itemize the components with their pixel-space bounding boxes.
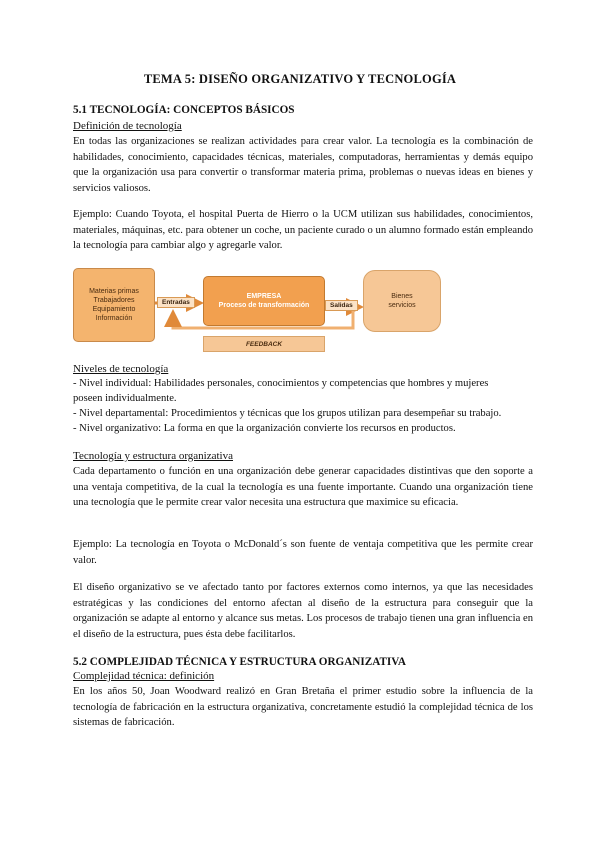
paragraph-estructura: Cada departamento o función en una organización debe generar capacidades distintivas que den soporte a una ventaja competitiva, de la cual la tecnología es una fuente importante. Cuando una organización tiene una tecnología que le permite crear valor necesita una estructura que maximice su eficacia. [73,466,533,509]
subheading-tecnologia-estructura: Tecnología y estructura organizativa [73,450,233,462]
outputs-box [363,270,441,332]
paragraph-woodward: En los años 50, Joan Woodward realizó en Gran Bretaña el primer estudio sobre la influencia de la tecnología de fabricación en la estructura organizativa, concretamente estudió la complejidad técnica de los sistemas de fabricación. [73,686,533,729]
paragraph-ejemplo-toyota: Ejemplo: Cuando Toyota, el hospital Puerta de Hierro o la UCM utilizan sus habilidades, conocimientos, materiales, máquinas, etc. para obtener un coche, un paciente curado o un alumno formado están empleando la tecnología para cambiar algo y agregarle valor. [73,209,533,252]
section-heading-5-1: 5.1 TECNOLOGÍA: CONCEPTOS BÁSICOS [73,104,295,116]
proceso-label: Proceso de transformación [218,302,310,309]
paragraph-definicion: En todas las organizaciones se realizan actividades para crear valor. La tecnología es la combinación de habilidades, conocimiento, capacidades técnicas, materiales, computadoras, herramientas y demás equipo que la organización usa para convertir o transformar materia prima, problemas o nuevas ideas en bienes y servicios valiosos. [73,136,533,194]
empresa-box [203,276,325,326]
subheading-niveles: Niveles de tecnología [73,363,169,375]
output-item: servicios [388,302,416,309]
paragraph-diseno: El diseño organizativo se ve afectado tanto por factores externos como internos, ya que las necesidades estratégicas y las condiciones del entorno afectan al diseño de la estructura para conseguir que la organización se adapte al entorno y alcance sus metas. Los procesos de trabajo tienen una gran influencia en el diseño de la estructura, pues ésta debe facilitarlos. [73,582,533,640]
subheading-complejidad: Complejidad técnica: definición [73,670,215,682]
nivel-item: - Nivel departamental: Procedimientos y técnicas que los grupos utilizan para desempeñar su trabajo. [73,408,502,419]
salidas-label: Salidas [325,300,358,311]
output-item: Bienes [391,293,413,300]
paragraph-ejemplo-mcdonalds: Ejemplo: La tecnología en Toyota o McDonald´s son fuente de ventaja competitiva que les permite crear valor. [73,539,533,566]
input-item: Equipamiento [92,306,136,313]
transformation-diagram [73,262,453,358]
feedback-label: FEEDBACK [203,336,325,352]
page-title: TEMA 5: DISEÑO ORGANIZATIVO Y TECNOLOGÍA [143,72,457,86]
nivel-item: - Nivel individual: Habilidades personales, conocimientos y competencias que hombres y mujeres [73,378,489,389]
section-heading-5-2: 5.2 COMPLEJIDAD TÉCNICA Y ESTRUCTURA ORGANIZATIVA [73,656,406,668]
empresa-label: EMPRESA [246,293,282,300]
subheading-definicion: Definición de tecnología [73,120,182,132]
nivel-item: - Nivel organizativo: La forma en que la organización convierte los recursos en productos. [73,423,456,434]
input-item: Información [95,315,133,322]
input-item: Materias primas [89,288,139,295]
nivel-item: poseen individualmente. [73,393,177,404]
inputs-box [73,268,155,342]
input-item: Trabajadores [93,297,135,304]
entradas-label: Entradas [157,297,195,308]
